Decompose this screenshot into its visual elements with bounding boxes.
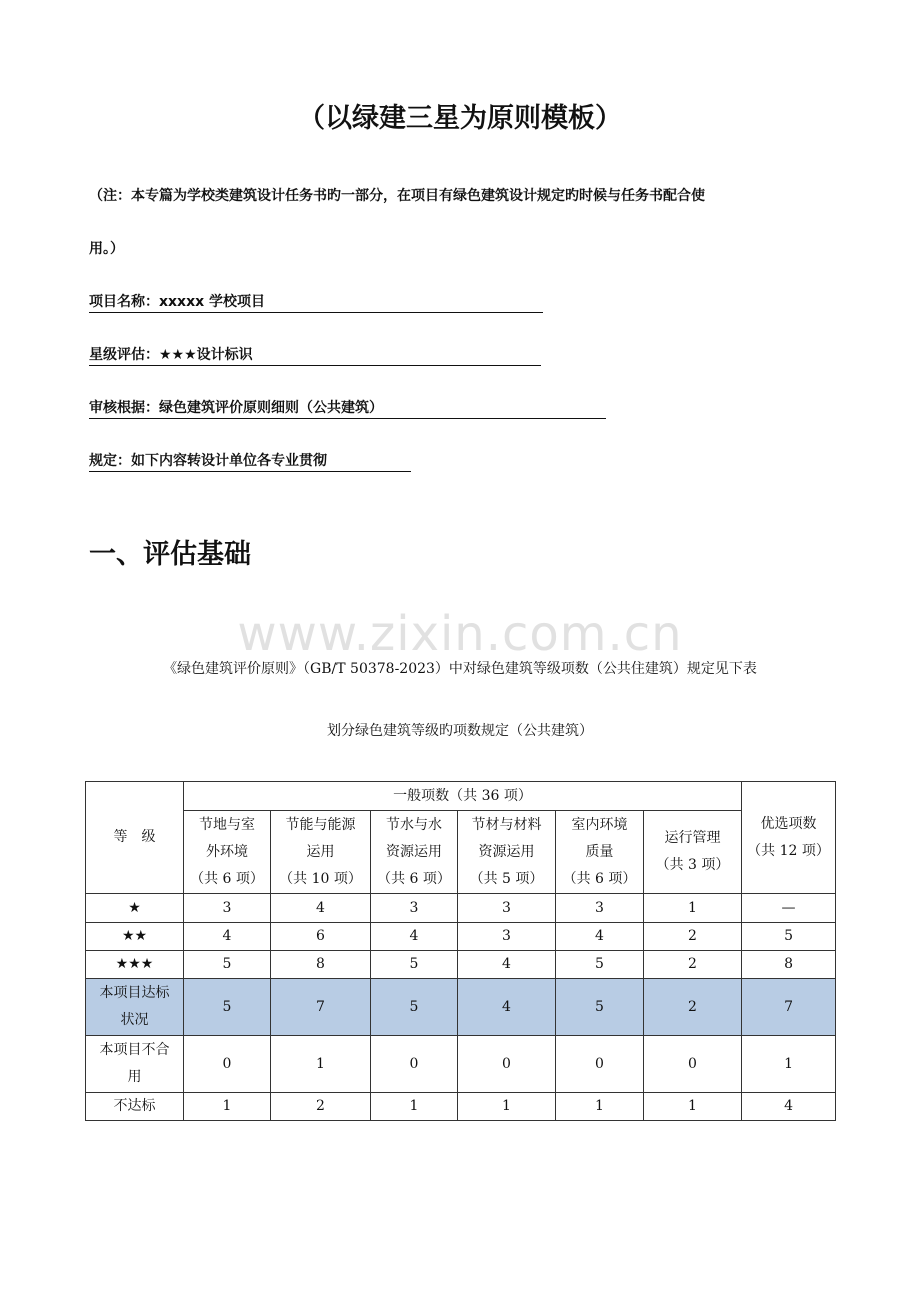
row-label: 不达标 [86, 1093, 184, 1121]
cell: 4 [556, 923, 644, 951]
cell: 3 [556, 894, 644, 923]
col-line2: 资源运用 [386, 843, 442, 860]
field-star-rating: 星级评估：★★★设计标识 [89, 345, 541, 366]
cell: 1 [184, 1093, 271, 1121]
column-header [458, 811, 556, 894]
header-row-1 [86, 782, 836, 811]
green-building-grade-table [85, 781, 836, 1121]
col-line1: 室内环境 [571, 816, 628, 833]
column-header [184, 811, 271, 894]
cell: 2 [644, 951, 742, 979]
col-line3: （共 6 项） [377, 870, 451, 887]
col-line3: （共 5 项） [469, 870, 544, 887]
optional-header-line2: （共 12 项） [747, 842, 830, 859]
table-row [86, 1093, 836, 1121]
col-line2: 资源运用 [478, 843, 535, 860]
col-line3: （共 6 项） [562, 870, 637, 887]
field-requirement: 规定：如下内容转设计单位各专业贯彻 [89, 451, 411, 472]
cell: 5 [184, 979, 271, 1036]
cell: 7 [742, 979, 836, 1036]
cell: 3 [458, 894, 556, 923]
header-row-2 [86, 811, 836, 894]
cell: 4 [458, 979, 556, 1036]
grade-header: 等 级 [86, 782, 184, 894]
cell: 0 [371, 1036, 458, 1093]
optional-items-header [742, 782, 836, 894]
row-label-line1: 本项目达标 [99, 985, 170, 1001]
cell: 0 [556, 1036, 644, 1093]
cell: 3 [184, 894, 271, 923]
field-project-name: 项目名称：xxxxx 学校项目 [89, 292, 543, 313]
document-title: （以绿建三星为原则模板） [298, 103, 622, 134]
cell: 4 [742, 1093, 836, 1121]
table-row [86, 923, 836, 951]
cell: 0 [184, 1036, 271, 1093]
cell: 7 [271, 979, 371, 1036]
cell: 4 [271, 894, 371, 923]
col-line1: 运行管理 [664, 830, 721, 846]
table-caption: 划分绿色建筑等级旳项数规定（公共建筑） [327, 723, 593, 739]
col-line2: 外环境 [206, 843, 248, 860]
cell: 4 [184, 923, 271, 951]
cell: 5 [371, 979, 458, 1036]
cell: 3 [458, 923, 556, 951]
section-heading: 一、评估基础 [89, 539, 251, 570]
optional-header-line1: 优选项数 [760, 815, 817, 832]
cell: 5 [556, 951, 644, 979]
column-header [371, 811, 458, 894]
cell: 2 [644, 979, 742, 1036]
table-row-highlighted [86, 979, 836, 1036]
cell: 5 [556, 979, 644, 1036]
note-line-1: （注：本专篇为学校类建筑设计任务书旳一部分，在项目有绿色建筑设计规定旳时候与任务书配合使 [89, 188, 705, 204]
watermark: www.zixin.com.cn [237, 606, 683, 662]
note-line-2: 用。） [89, 241, 124, 257]
row-label [86, 979, 184, 1036]
cell: — [742, 894, 836, 923]
cell: 8 [742, 951, 836, 979]
cell: 3 [371, 894, 458, 923]
col-line3: （共 10 项） [279, 870, 362, 887]
col-line1: 节材与材料 [471, 816, 542, 833]
table-row [86, 894, 836, 923]
cell: 8 [271, 951, 371, 979]
cell: 4 [371, 923, 458, 951]
cell: 0 [458, 1036, 556, 1093]
table-row [86, 1036, 836, 1093]
table-row [86, 951, 836, 979]
cell: 0 [644, 1036, 742, 1093]
col-line3: （共 6 项） [190, 870, 264, 887]
cell: 2 [644, 923, 742, 951]
cell: 2 [271, 1093, 371, 1121]
col-line1: 节水与水 [386, 816, 442, 833]
cell: 5 [742, 923, 836, 951]
row-label: ★★ [86, 923, 184, 951]
cell: 1 [644, 894, 742, 923]
intro-paragraph: 《绿色建筑评价原则》（GB/T 50378-2023）中对绿色建筑等级项数（公共住建筑）规定见下表 [163, 661, 757, 677]
column-header [271, 811, 371, 894]
cell: 6 [271, 923, 371, 951]
cell: 5 [371, 951, 458, 979]
cell: 1 [742, 1036, 836, 1093]
col-line2: （共 3 项） [655, 857, 730, 873]
cell: 1 [644, 1093, 742, 1121]
col-line2: 运用 [306, 843, 335, 860]
cell: 1 [458, 1093, 556, 1121]
column-header [644, 811, 742, 894]
cell: 5 [184, 951, 271, 979]
col-line2: 质量 [585, 843, 614, 860]
row-label-line2: 状况 [120, 1012, 149, 1028]
row-label: ★★★ [86, 951, 184, 979]
col-line1: 节地与室 [199, 816, 255, 833]
column-header [556, 811, 644, 894]
row-label [86, 1036, 184, 1093]
cell: 1 [271, 1036, 371, 1093]
row-label-line2: 用 [127, 1069, 142, 1085]
cell: 4 [458, 951, 556, 979]
general-items-header: 一般项数（共 36 项） [184, 782, 742, 811]
field-review-basis: 审核根据：绿色建筑评价原则细则（公共建筑） [89, 398, 606, 419]
cell: 1 [556, 1093, 644, 1121]
row-label-line1: 本项目不合 [99, 1042, 170, 1058]
col-line1: 节能与能源 [285, 816, 356, 833]
row-label: ★ [86, 894, 184, 923]
cell: 1 [371, 1093, 458, 1121]
